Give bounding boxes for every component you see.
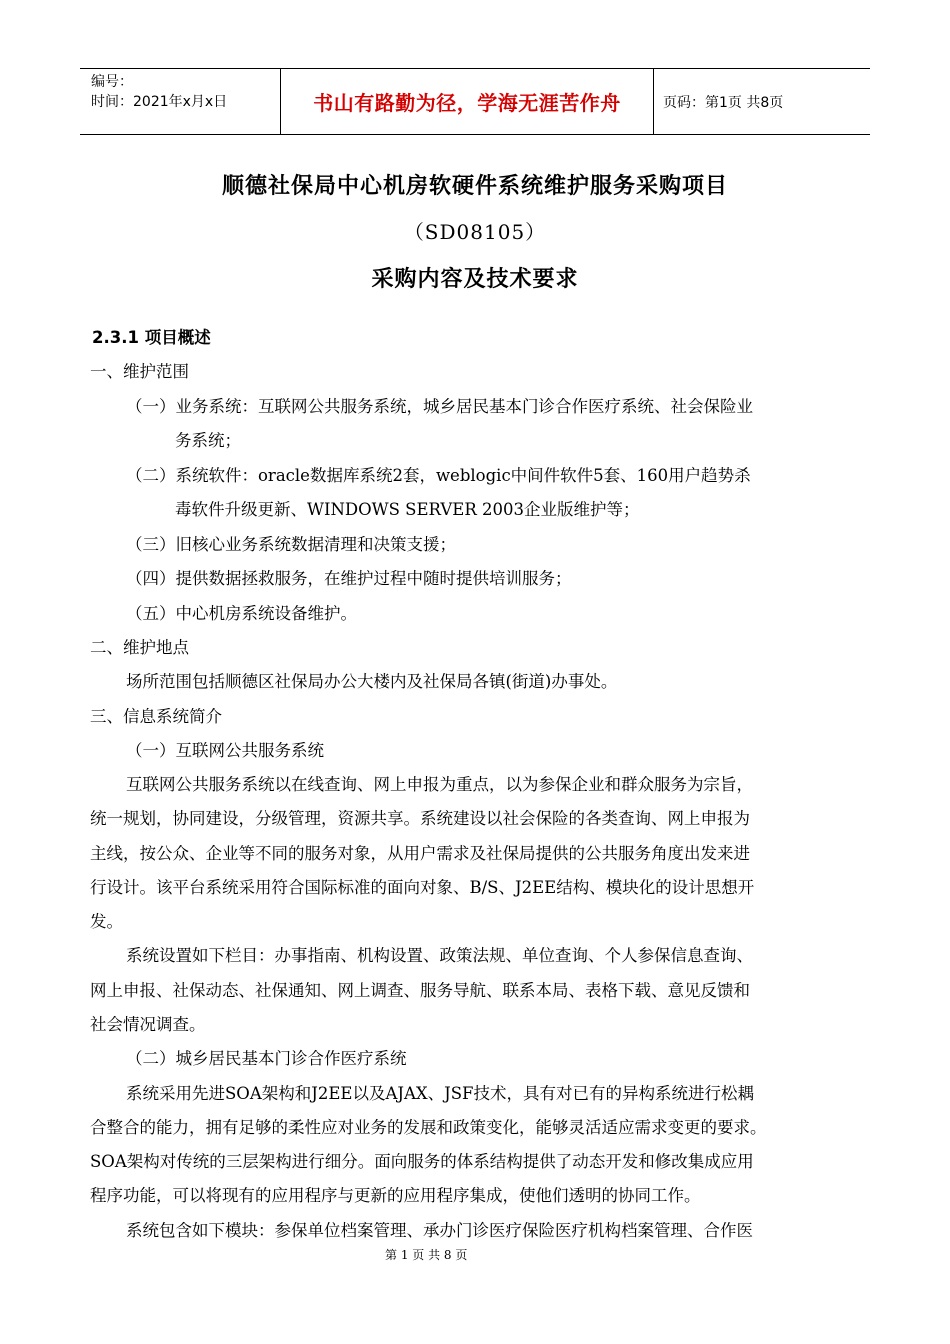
scope-item-4: （四）提供数据拯救服务，在维护过程中随时提供培训服务； — [126, 569, 572, 588]
paragraph-line: 系统采用先进SOA架构和J2EE以及AJAX、JSF技术，具有对已有的异构系统进行松耦 — [126, 1084, 755, 1103]
paragraph-line: 合整合的能力，拥有足够的柔性应对业务的发展和政策变化，能够灵活适应需求变更的要求。 — [90, 1118, 767, 1137]
paragraph-line: 统一规划，协同建设，分级管理，资源共享。系统建设以社会保险的各类查询、网上申报为 — [90, 809, 750, 828]
page-header — [80, 68, 870, 135]
heading-maintenance-location: 二、维护地点 — [90, 638, 189, 657]
paragraph-line: 程序功能，可以将现有的应用程序与更新的应用程序集成，使他们透明的协同工作。 — [90, 1186, 701, 1205]
paragraph-line: 发。 — [90, 912, 123, 931]
scope-item-2: （二）系统软件：oracle数据库系统2套，weblogic中间件软件5套、160用户趋势杀 — [126, 466, 751, 485]
project-code: （SD08105） — [403, 220, 547, 244]
subheading-internet-service: （一）互联网公共服务系统 — [126, 741, 324, 760]
scope-item-5: （五）中心机房系统设备维护。 — [126, 604, 357, 623]
scope-item-1-cont: 务系统； — [175, 431, 241, 450]
document-subtitle: 采购内容及技术要求 — [371, 267, 579, 292]
paragraph-line: 社会情况调查。 — [90, 1015, 206, 1034]
section-heading: 2.3.1 项目概述 — [92, 328, 211, 347]
scope-item-2-cont: 毒软件升级更新、WINDOWS SERVER 2003企业版维护等； — [175, 500, 640, 519]
page-footer: 第 1 页 共 8 页 — [385, 1248, 468, 1262]
paragraph-line: 互联网公共服务系统以在线查询、网上申报为重点，以为参保企业和群众服务为宗旨， — [126, 775, 753, 794]
document-number-label: 编号： — [91, 74, 133, 90]
paragraph-line: 网上申报、社保动态、社保通知、网上调查、服务导航、联系本局、表格下载、意见反馈和 — [90, 981, 750, 1000]
header-motto: 书山有路勤为径，学海无涯苦作舟 — [281, 69, 654, 134]
subheading-medical-system: （二）城乡居民基本门诊合作医疗系统 — [126, 1049, 407, 1068]
paragraph-line: 系统设置如下栏目：办事指南、机构设置、政策法规、单位查询、个人参保信息查询、 — [126, 946, 753, 965]
paragraph-line: 系统包含如下模块：参保单位档案管理、承办门诊医疗保险医疗机构档案管理、合作医 — [126, 1221, 753, 1240]
heading-maintenance-scope: 一、维护范围 — [90, 362, 189, 381]
paragraph-line: 主线，按公众、企业等不同的服务对象，从用户需求及社保局提供的公共服务角度出发来进 — [90, 844, 750, 863]
scope-item-3: （三）旧核心业务系统数据清理和决策支援； — [126, 535, 456, 554]
header-meta — [80, 69, 281, 134]
document-title: 顺德社保局中心机房软硬件系统维护服务采购项目 — [221, 174, 728, 199]
document-date: 时间：2021年x月x日 — [91, 94, 228, 110]
heading-system-intro: 三、信息系统简介 — [90, 707, 222, 726]
header-page-info: 页码：第1页 共8页 — [663, 94, 784, 111]
paragraph-line: 行设计。该平台系统采用符合国际标准的面向对象、B/S、J2EE结构、模块化的设计思想开 — [90, 878, 755, 897]
location-text: 场所范围包括顺德区社保局办公大楼内及社保局各镇(街道)办事处。 — [126, 672, 618, 691]
scope-item-1: （一）业务系统：互联网公共服务系统，城乡居民基本门诊合作医疗系统、社会保险业 — [126, 397, 753, 416]
paragraph-line: SOA架构对传统的三层架构进行细分。面向服务的体系结构提供了动态开发和修改集成应用 — [90, 1152, 754, 1171]
